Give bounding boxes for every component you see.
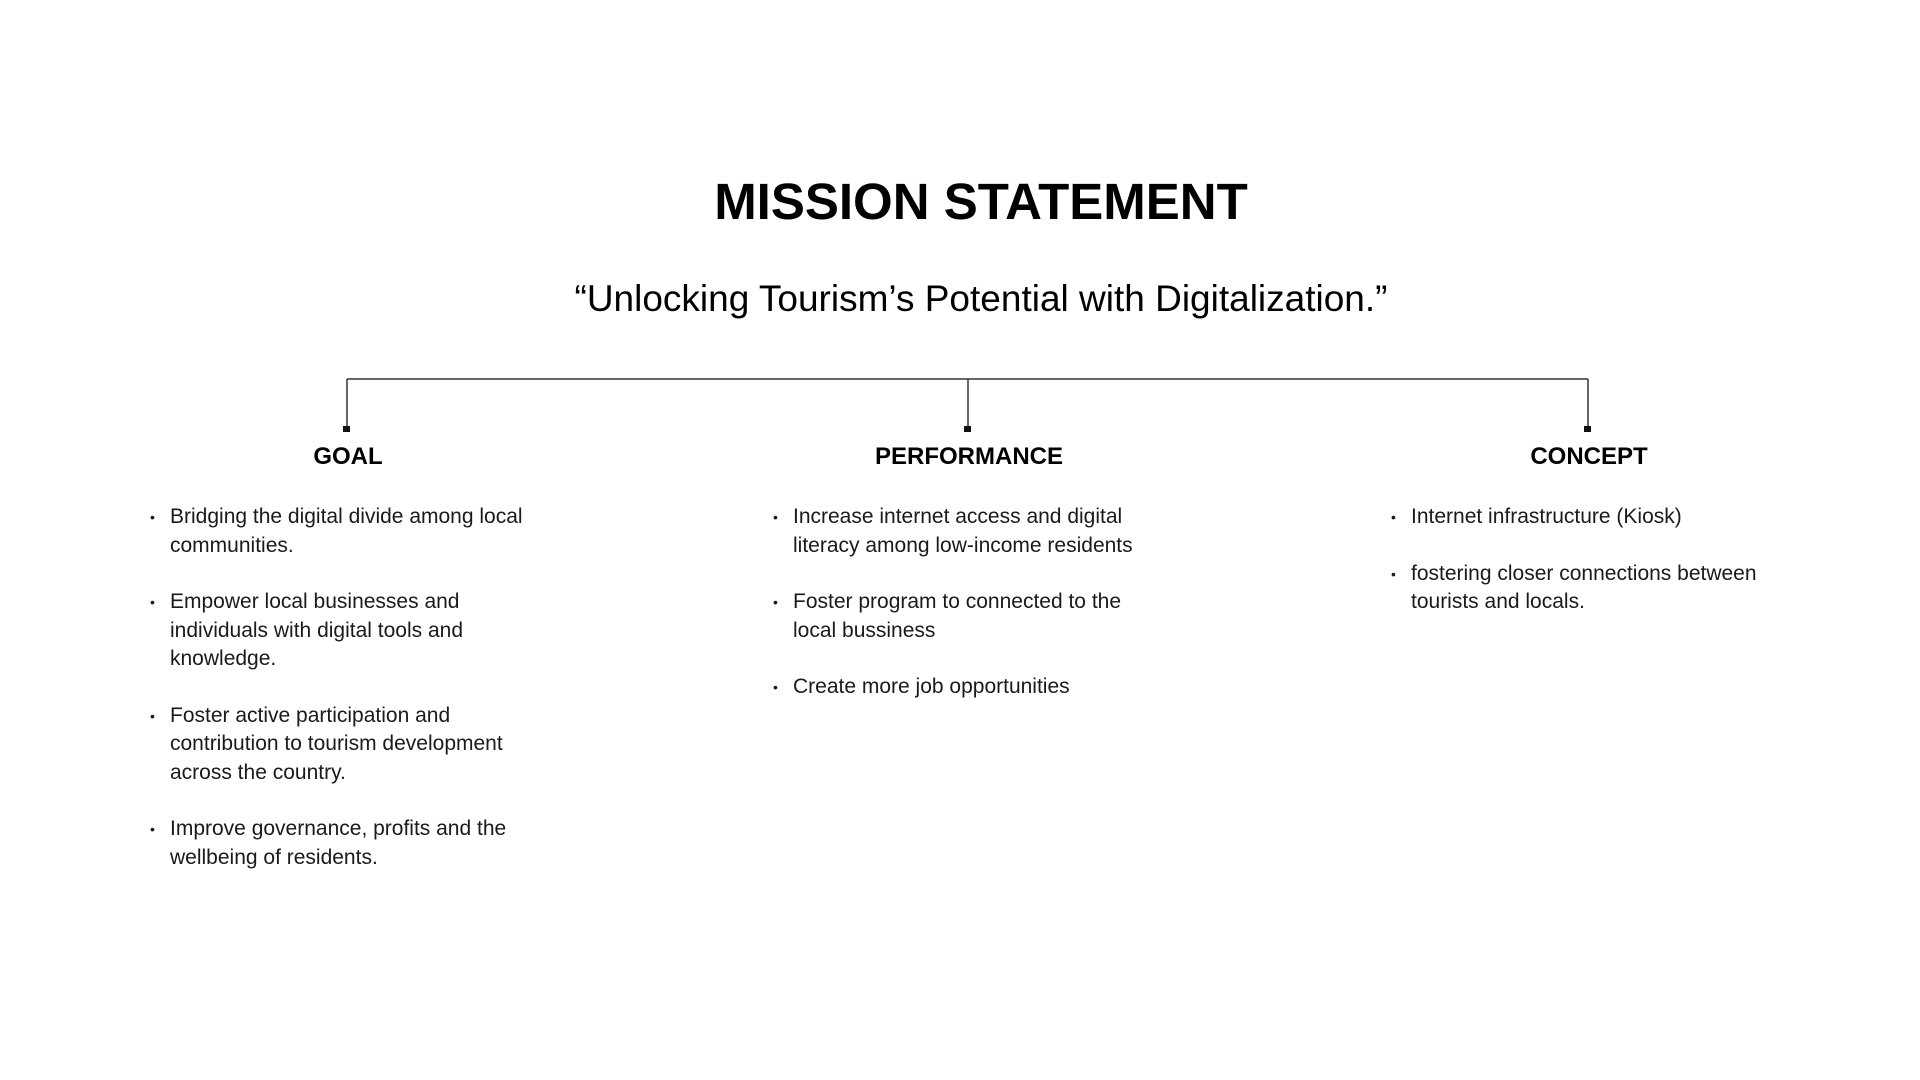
concept-list <box>1391 503 1791 645</box>
bullet-icon: • <box>1391 509 1396 525</box>
bullet-icon: • <box>150 821 155 837</box>
list-item <box>150 702 540 788</box>
list-item <box>773 673 1153 702</box>
bracket-end-marker-goal <box>343 426 350 432</box>
bullet-icon: • <box>150 594 155 610</box>
list-item-text: Bridging the digital divide among local communities. <box>170 505 523 557</box>
bullet-icon: • <box>773 679 778 695</box>
bullet-icon: • <box>773 594 778 610</box>
column-heading-goal: GOAL <box>313 443 383 470</box>
bullet-icon: • <box>773 509 778 525</box>
list-item <box>1391 560 1791 617</box>
column-heading-performance: PERFORMANCE <box>874 443 1063 470</box>
list-item-text: Improve governance, profits and the wellbeing of residents. <box>170 817 507 869</box>
bullet-icon: • <box>150 509 155 525</box>
list-item <box>150 815 540 872</box>
list-item-text: Create more job opportunities <box>793 675 1070 698</box>
bracket-end-marker-concept <box>1584 426 1591 432</box>
list-item-text: Foster active participation and contribution to tourism development across the country. <box>170 703 503 784</box>
column-heading-concept: CONCEPT <box>1530 443 1648 470</box>
page-title: MISSION STATEMENT <box>714 173 1248 230</box>
goal-list <box>150 503 540 900</box>
list-item <box>150 503 540 560</box>
list-item <box>1391 503 1791 532</box>
bullet-icon: • <box>1391 565 1396 582</box>
list-item-text: Internet infrastructure (Kiosk) <box>1411 505 1682 528</box>
list-item <box>150 588 540 674</box>
bracket-end-marker-performance <box>964 426 971 432</box>
list-item <box>773 588 1153 645</box>
list-item-text: Empower local businesses and individuals with digital tools and knowledge. <box>170 590 464 670</box>
list-item <box>773 503 1153 560</box>
list-item-text: Increase internet access and digital literacy among low-income residents <box>793 505 1133 557</box>
mission-quote: “Unlocking Tourism’s Potential with Digitalization.” <box>574 278 1388 319</box>
list-item-text: Foster program to connected to the local bussiness <box>793 590 1122 642</box>
performance-list <box>773 503 1153 730</box>
bullet-icon: • <box>150 707 155 724</box>
list-item-text: fostering closer connections between tourists and locals. <box>1411 561 1757 613</box>
